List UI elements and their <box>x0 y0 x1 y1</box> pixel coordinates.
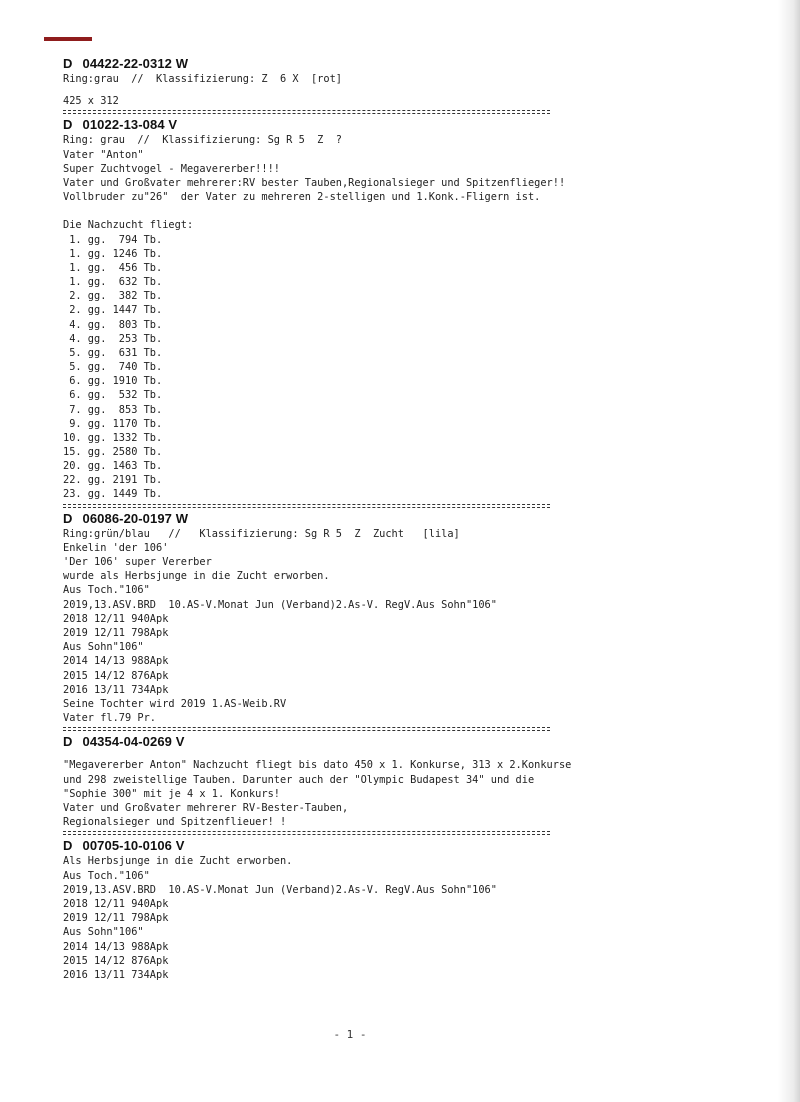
entry-5-number: 00705-10-0106 V <box>82 838 185 854</box>
offspring-row: 2. gg. 1447 Tb. <box>63 304 163 317</box>
entry-4-number: 04354-04-0269 V <box>82 734 185 750</box>
entry-3-line: 2015 14/12 876Apk <box>63 669 169 682</box>
entry-4-line: Vater und Großvater mehrerer RV-Bester-Tauben, <box>63 802 349 815</box>
offspring-row: 6. gg. 1910 Tb. <box>63 375 163 388</box>
entry-3-line: 2018 12/11 940Apk <box>63 612 169 625</box>
entry-3-line: wurde als Herbsjunge in die Zucht erworben. <box>63 570 330 583</box>
entry-3-line: Aus Sohn"106" <box>63 641 144 654</box>
offspring-row: 15. gg. 2580 Tb. <box>63 445 163 458</box>
entry-5-line: Aus Sohn"106" <box>63 926 144 939</box>
separator-line <box>63 831 550 835</box>
offspring-row: 1. gg. 794 Tb. <box>63 233 163 246</box>
entry-3-line: Enkelin 'der 106' <box>63 541 169 554</box>
document-content <box>63 56 583 982</box>
entry-3-line: Ring:grün/blau // Klassifizierung: Sg R 5 Z Zucht [lila] <box>63 527 460 540</box>
entry-3-line: Aus Toch."106" <box>63 584 150 597</box>
offspring-row: 5. gg. 740 Tb. <box>63 361 163 374</box>
offspring-row: 1. gg. 1246 Tb. <box>63 247 163 260</box>
offspring-title: Die Nachzucht fliegt: <box>63 219 194 232</box>
entry-5-line: Aus Toch."106" <box>63 869 150 882</box>
entry-2-line: Vater "Anton" <box>63 148 144 161</box>
entry-2-line: Vater und Großvater mehrerer:RV bester Tauben,Regionalsieger und Spitzenflieger!! <box>63 177 566 190</box>
separator-line <box>63 727 550 731</box>
entry-5-line: 2018 12/11 940Apk <box>63 898 169 911</box>
entry-4 <box>63 734 583 829</box>
entry-5-line: 2015 14/12 876Apk <box>63 954 169 967</box>
entry-4-line: und 298 zweistellige Tauben. Darunter auch der "Olympic Budapest 34" und die <box>63 773 535 786</box>
entry-5-prefix: D <box>63 838 73 854</box>
entry-5-line: 2016 13/11 734Apk <box>63 969 169 982</box>
offspring-row: 2. gg. 382 Tb. <box>63 290 163 303</box>
entry-3-line: 2019,13.ASV.BRD 10.AS-V.Monat Jun (Verband)2.As-V. RegV.Aus Sohn"106" <box>63 598 497 611</box>
entry-2-line: Ring: grau // Klassifizierung: Sg R 5 Z ? <box>63 134 342 147</box>
entry-1-prefix: D <box>63 56 73 71</box>
entry-2-number: 01022-13-084 V <box>82 117 178 133</box>
offspring-row: 22. gg. 2191 Tb. <box>63 474 163 487</box>
separator-line <box>63 110 550 114</box>
entry-2-line: Super Zuchtvogel - Megavererber!!!! <box>63 162 280 175</box>
entry-4-line: Regionalsieger und Spitzenflieuer! ! <box>63 816 287 829</box>
entry-1-dimensions: 425 x 312 <box>63 95 119 108</box>
entry-5-line: Als Herbsjunge in die Zucht erworben. <box>63 855 293 868</box>
entry-1-number: 04422-22-0312 W <box>82 56 189 71</box>
entry-3-line: 2014 14/13 988Apk <box>63 655 169 668</box>
entry-2-prefix: D <box>63 117 73 133</box>
offspring-row: 6. gg. 532 Tb. <box>63 389 163 402</box>
entry-1-line: Ring:grau // Klassifizierung: Z 6 X [rot] <box>63 73 342 85</box>
entry-5-line: 2014 14/13 988Apk <box>63 940 169 953</box>
entry-5 <box>63 838 583 982</box>
offspring-row: 5. gg. 631 Tb. <box>63 346 163 359</box>
entry-4-line: "Megavererber Anton" Nachzucht fliegt bis dato 450 x 1. Konkurse, 313 x 2.Konkurse <box>63 759 572 772</box>
offspring-row: 23. gg. 1449 Tb. <box>63 488 163 501</box>
entry-3-line: 'Der 106' super Vererber <box>63 556 212 568</box>
red-marker-stroke <box>44 37 92 41</box>
offspring-row: 10. gg. 1332 Tb. <box>63 431 163 444</box>
page-edge-shadow <box>778 0 800 1102</box>
entry-3-prefix: D <box>63 510 73 526</box>
entry-4-line: "Sophie 300" mit je 4 x 1. Konkurs! <box>63 787 280 800</box>
entry-3-line: Vater fl.79 Pr. <box>63 712 156 725</box>
entry-2 <box>63 117 583 501</box>
separator-line <box>63 504 550 508</box>
offspring-row: 1. gg. 456 Tb. <box>63 261 163 274</box>
offspring-row: 4. gg. 803 Tb. <box>63 318 163 331</box>
offspring-row: 9. gg. 1170 Tb. <box>63 417 163 430</box>
entry-3 <box>63 511 583 726</box>
offspring-row: 1. gg. 632 Tb. <box>63 276 163 289</box>
offspring-list <box>63 233 583 502</box>
entry-3-line: Seine Tochter wird 2019 1.AS-Weib.RV <box>63 698 287 711</box>
offspring-row: 7. gg. 853 Tb. <box>63 403 163 416</box>
entry-3-line: 2019 12/11 798Apk <box>63 627 169 640</box>
entry-3-id <box>63 511 583 527</box>
entry-4-id <box>63 734 583 750</box>
entry-2-id <box>63 117 583 133</box>
page-number: - 1 - <box>333 1028 367 1041</box>
entry-4-prefix: D <box>63 734 73 750</box>
entry-2-line: Vollbruder zu"26" der Vater zu mehreren 2-stelligen und 1.Konk.-Fligern ist. <box>63 191 541 204</box>
entry-1-id <box>63 56 583 72</box>
entry-3-number: 06086-20-0197 W <box>82 510 189 526</box>
entry-5-line: 2019,13.ASV.BRD 10.AS-V.Monat Jun (Verband)2.As-V. RegV.Aus Sohn"106" <box>63 883 497 896</box>
offspring-row: 4. gg. 253 Tb. <box>63 332 163 345</box>
entry-5-line: 2019 12/11 798Apk <box>63 912 169 925</box>
entry-3-line: 2016 13/11 734Apk <box>63 683 169 696</box>
entry-5-id <box>63 838 583 854</box>
entry-1 <box>63 56 583 108</box>
offspring-row: 20. gg. 1463 Tb. <box>63 460 163 473</box>
